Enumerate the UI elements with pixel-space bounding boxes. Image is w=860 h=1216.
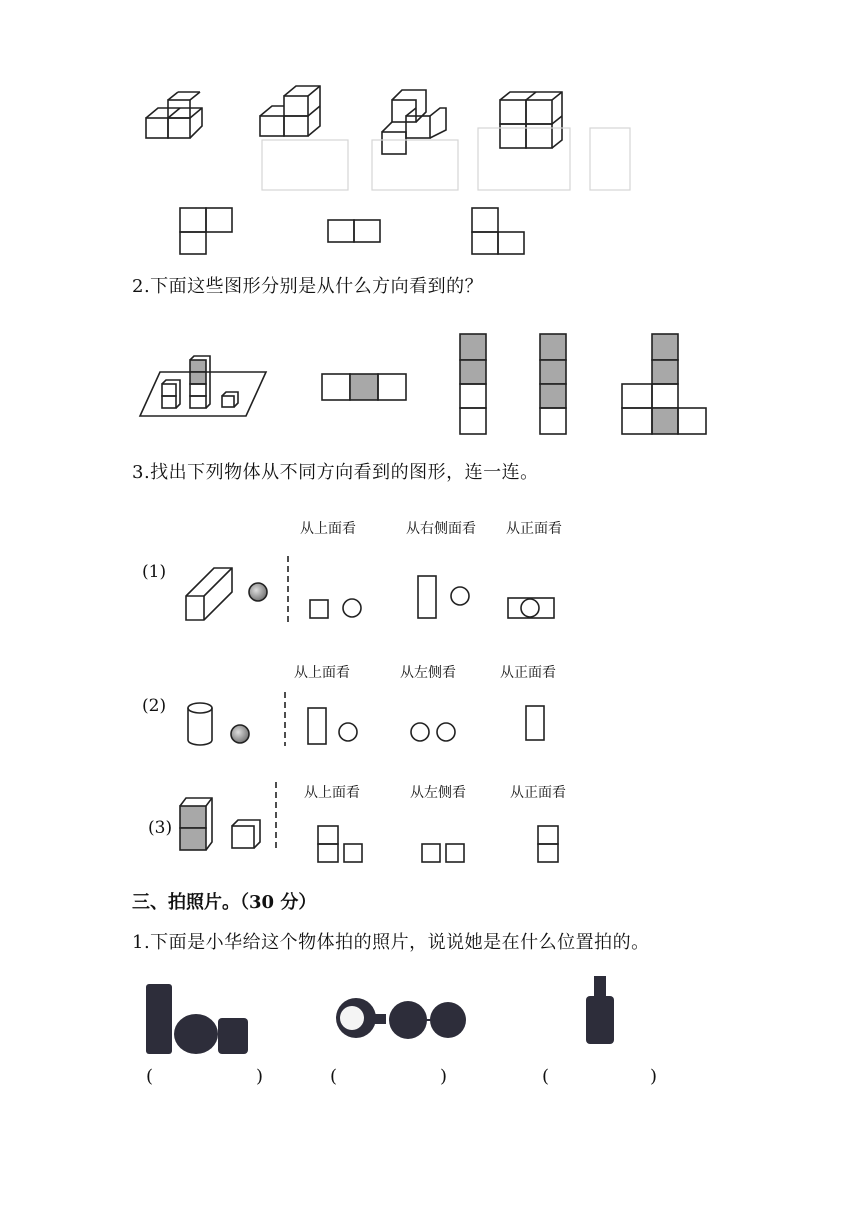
- blank-3-open: (: [542, 1066, 550, 1087]
- row1-label-front: 从正面看: [506, 521, 562, 537]
- row2-number: (2): [142, 696, 167, 716]
- q3-row2-objects: [188, 703, 249, 745]
- row2-label-left: 从左侧看: [400, 665, 456, 681]
- photo-3: [586, 976, 614, 1044]
- blank-2-open: (: [330, 1066, 338, 1087]
- q2-question: 2.下面这些图形分别是从什么方向看到的？: [132, 276, 484, 297]
- cube-model-2: [260, 86, 320, 136]
- section-3-title: 三、拍照片。（30 分）: [132, 892, 317, 913]
- q2-view-b: [460, 334, 486, 434]
- row2-label-top: 从上面看: [294, 665, 350, 681]
- blank-1-open: (: [146, 1066, 154, 1087]
- blank-3-close: ): [650, 1066, 658, 1087]
- view-shape-3: [472, 208, 524, 254]
- row3-label-left: 从左侧看: [410, 785, 466, 801]
- blank-2-close: ): [440, 1066, 448, 1087]
- row1-label-top: 从上面看: [300, 521, 356, 537]
- view-shape-1: [180, 208, 232, 254]
- blank-1-close: ): [256, 1066, 264, 1087]
- cube-model-3: [382, 90, 446, 154]
- row2-label-front: 从正面看: [500, 665, 556, 681]
- photo-question: 1.下面是小华给这个物体拍的照片，说说她是在什么位置拍的。: [132, 932, 650, 953]
- q3-row1-objects: [186, 568, 267, 620]
- q3-row3-objects: [180, 798, 260, 850]
- row1-number: (1): [142, 562, 167, 582]
- view-shape-2: [328, 220, 380, 242]
- q3-row1-views: [310, 576, 554, 618]
- q2-view-c: [540, 334, 566, 434]
- row3-label-front: 从正面看: [510, 785, 566, 801]
- photo-1: [146, 984, 248, 1054]
- row3-number: (3): [148, 818, 173, 838]
- q3-question: 3.找出下列物体从不同方向看到的图形，连一连。: [132, 462, 539, 483]
- cube-model-4: [500, 92, 562, 148]
- photo-2: [336, 998, 466, 1039]
- cube-model-1: [146, 92, 202, 138]
- q2-view-d: [622, 334, 706, 434]
- q3-row3-views: [318, 826, 558, 862]
- q2-scene: [140, 356, 266, 416]
- row1-label-right: 从右侧面看: [406, 521, 476, 537]
- row3-label-top: 从上面看: [304, 785, 360, 801]
- q2-view-a: [322, 374, 406, 400]
- q3-row2-views: [308, 706, 544, 744]
